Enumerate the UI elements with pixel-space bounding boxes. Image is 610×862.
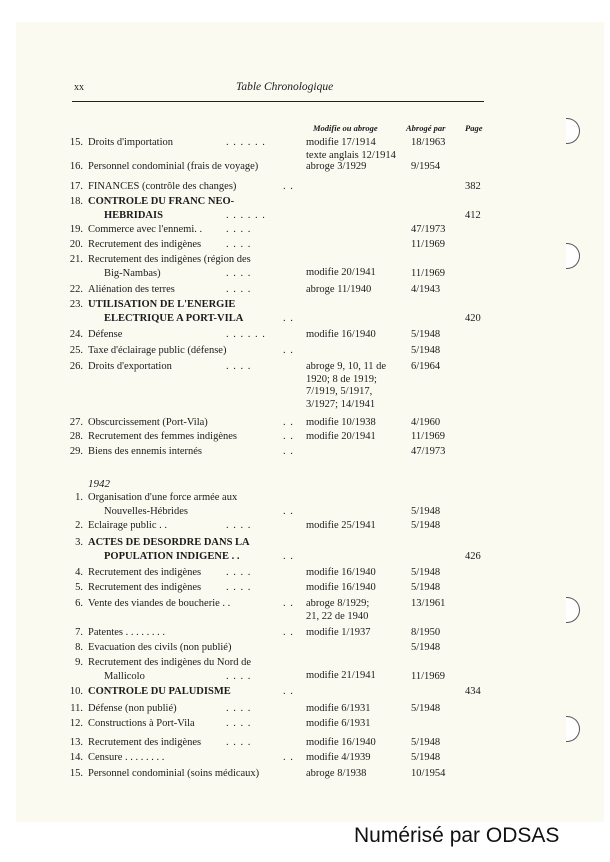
abroge-par-value: 8/1950 [411,627,441,638]
leader-dots: . . [283,598,294,609]
modifie-value: modifie 20/1941 [306,431,376,442]
abroge-par-value: 47/1973 [411,446,446,457]
leader-dots: . . . . [226,284,252,295]
abroge-par-value: 13/1961 [411,598,446,609]
modifie-value: modifie 20/1941 [306,266,376,278]
entry-title: Recrutement des indigènes [88,582,202,593]
entry-title: Personnel condominial (frais de voyage) [88,161,259,172]
leader-dots: . . . . [226,224,252,235]
entry-number: 28. [69,431,83,442]
entry-number: 23. [69,299,83,310]
entry-number: 2. [75,520,83,531]
modifie-value: modifie 10/1938 [306,417,376,428]
entry-title: ELECTRIQUE A PORT-VILA [104,312,244,324]
page-number: xx [74,82,84,93]
abroge-par-value: 11/1969 [411,239,446,250]
entry-title: Eclairage public . . [88,520,168,531]
entry-title: Vente des viandes de boucherie . . [88,598,231,609]
modifie-value: abroge 8/1929; [306,598,370,609]
entry-number: 1. [75,492,83,503]
page-reference: 412 [465,209,481,221]
entry-title: Censure . . . . . . . . [88,752,165,763]
entry-number: 3. [75,537,83,548]
entry-number: 16. [69,161,83,172]
leader-dots: . . . . [226,567,252,578]
entry-number: 20. [69,239,83,250]
modifie-value: modifie 21/1941 [306,669,376,681]
entry-number: 14. [69,752,83,763]
year-heading: 1942 [88,478,110,490]
modifie-value: modifie 16/1940 [306,329,376,340]
abroge-par-value: 10/1954 [411,768,446,779]
entry-title: Recrutement des femmes indigènes [88,431,237,442]
entry-number: 19. [69,224,83,235]
leader-dots: . . . . [226,718,252,729]
entry-number: 22. [69,284,83,295]
abroge-par-value: 5/1948 [411,703,441,714]
abroge-par-value: 6/1964 [411,361,441,372]
entry-title: Commerce avec l'ennemi. . [88,224,203,235]
entry-title: Aliénation des terres [88,284,175,295]
leader-dots: . . [283,446,294,457]
entry-title: CONTROLE DU PALUDISME [88,686,231,697]
abroge-par-value: 5/1948 [411,345,441,356]
entry-number: 12. [69,718,83,729]
entry-title: Big-Nambas) [104,267,161,279]
abroge-par-value: 5/1948 [411,642,441,653]
entry-title: Constructions à Port-Vila [88,718,195,729]
modifie-value: modifie 6/1931 [306,718,371,729]
leader-dots: . . [283,686,294,697]
leader-dots: . . . . [226,239,252,250]
abroge-par-value: 5/1948 [411,737,441,748]
page-reference: 434 [465,686,481,697]
entry-title: Evacuation des civils (non publié) [88,642,232,653]
entry-title: Recrutement des indigènes [88,567,202,578]
entry-number: 15. [69,137,83,148]
entry-title: Recrutement des indigènes [88,239,202,250]
leader-dots: . . . . [226,582,252,593]
leader-dots: . . . . [226,361,252,372]
modifie-value: 7/1919, 5/1917, [306,386,373,397]
modifie-value: modifie 1/1937 [306,627,371,638]
column-header-page: Page [465,123,483,133]
modifie-value: modifie 16/1940 [306,737,376,748]
entry-title: Organisation d'une force armée aux [88,492,238,503]
leader-dots: . . . . [226,520,252,531]
entry-title: Personnel condominial (soins médicaux) [88,768,260,779]
entry-title: Nouvelles-Hébrides [104,505,188,517]
entry-title: CONTROLE DU FRANC NEO- [88,196,235,207]
column-header-abroge-par: Abrogé par [406,123,446,133]
abroge-par-value: 11/1969 [411,267,446,279]
entry-number: 24. [69,329,83,340]
leader-dots: . . [283,550,294,562]
scan-credit: Numérisé par ODSAS [354,824,560,847]
entry-title: Recrutement des indigènes du Nord de [88,657,251,668]
leader-dots: . . . . [226,703,252,714]
entry-title: UTILISATION DE L'ENERGIE [88,299,236,310]
abroge-par-value: 5/1948 [411,520,441,531]
modifie-value: modifie 16/1940 [306,582,376,593]
modifie-value: abroge 3/1929 [306,161,367,172]
abroge-par-value: 4/1960 [411,417,441,428]
page-reference: 382 [465,181,481,192]
entry-number: 18. [69,196,83,207]
leader-dots: . . . . . . [226,209,266,221]
entry-title: FINANCES (contrôle des changes) [88,181,237,192]
entry-number: 27. [69,417,83,428]
abroge-par-value: 11/1969 [411,431,446,442]
leader-dots: . . . . [226,267,252,279]
entry-title: Biens des ennemis internés [88,446,203,457]
modifie-value: 21, 22 de 1940 [306,610,369,622]
leader-dots: . . [283,181,294,192]
entry-title: Défense (non publié) [88,703,177,714]
leader-dots: . . [283,312,294,324]
leader-dots: . . [283,431,294,442]
page-reference: 426 [465,550,481,562]
entry-title: POPULATION INDIGENE . . [104,550,240,562]
abroge-par-value: 5/1948 [411,567,441,578]
entry-title: Obscurcissement (Port-Vila) [88,417,208,428]
leader-dots: . . [283,752,294,763]
entry-number: 4. [75,567,83,578]
abroge-par-value: 9/1954 [411,161,441,172]
entry-title: ACTES DE DESORDRE DANS LA [88,537,250,548]
modifie-value: 3/1927; 14/1941 [306,398,376,410]
column-header-modifie: Modifie ou abroge [313,123,378,133]
header-rule [72,101,484,102]
abroge-par-value: 5/1948 [411,329,441,340]
abroge-par-value: 5/1948 [411,582,441,593]
entry-number: 10. [69,686,83,697]
leader-dots: . . . . [226,670,252,682]
entry-number: 26. [69,361,83,372]
entry-number: 11. [70,703,83,714]
leader-dots: . . [283,505,294,517]
modifie-value: modifie 6/1931 [306,703,371,714]
entry-title: Recrutement des indigènes [88,737,202,748]
entry-number: 6. [75,598,83,609]
modifie-value: 1920; 8 de 1919; [306,373,377,385]
modifie-value: modifie 4/1939 [306,752,371,763]
leader-dots: . . . . . . [226,329,266,340]
entry-number: 8. [75,642,83,653]
leader-dots: . . [283,345,294,356]
leader-dots: . . [283,627,294,638]
abroge-par-value: 11/1969 [411,670,446,682]
entry-title: HEBRIDAIS [104,209,163,221]
entry-number: 13. [69,737,83,748]
abroge-par-value: 47/1973 [411,224,446,235]
entry-title: Défense [88,329,123,340]
abroge-par-value: 18/1963 [411,137,446,148]
abroge-par-value: 5/1948 [411,505,441,517]
entry-number: 25. [69,345,83,356]
modifie-value: abroge 9, 10, 11 de [306,361,387,372]
entry-number: 7. [75,627,83,638]
entry-number: 15. [69,768,83,779]
modifie-value: abroge 8/1938 [306,768,367,779]
entry-title: Taxe d'éclairage public (défense) [88,345,227,356]
modifie-value: modifie 16/1940 [306,567,376,578]
modifie-value: texte anglais 12/1914 [306,149,396,161]
entry-number: 29. [69,446,83,457]
modifie-value: abroge 11/1940 [306,284,372,295]
entry-title: Droits d'exportation [88,361,172,372]
leader-dots: . . . . . . [226,137,266,148]
page-reference: 420 [465,312,481,324]
entry-number: 21. [69,254,83,265]
abroge-par-value: 5/1948 [411,752,441,763]
entry-number: 5. [75,582,83,593]
entry-title: Mallicolo [104,670,145,682]
page-title: Table Chronologique [236,81,334,93]
entry-number: 9. [75,657,83,668]
entry-number: 17. [69,181,83,192]
entry-title: Patentes . . . . . . . . [88,627,165,638]
entry-title: Droits d'importation [88,137,174,148]
leader-dots: . . . . [226,737,252,748]
entry-title: Recrutement des indigènes (région des [88,254,251,265]
modifie-value: modifie 25/1941 [306,520,376,531]
leader-dots: . . [283,417,294,428]
abroge-par-value: 4/1943 [411,284,441,295]
modifie-value: modifie 17/1914 [306,137,376,148]
